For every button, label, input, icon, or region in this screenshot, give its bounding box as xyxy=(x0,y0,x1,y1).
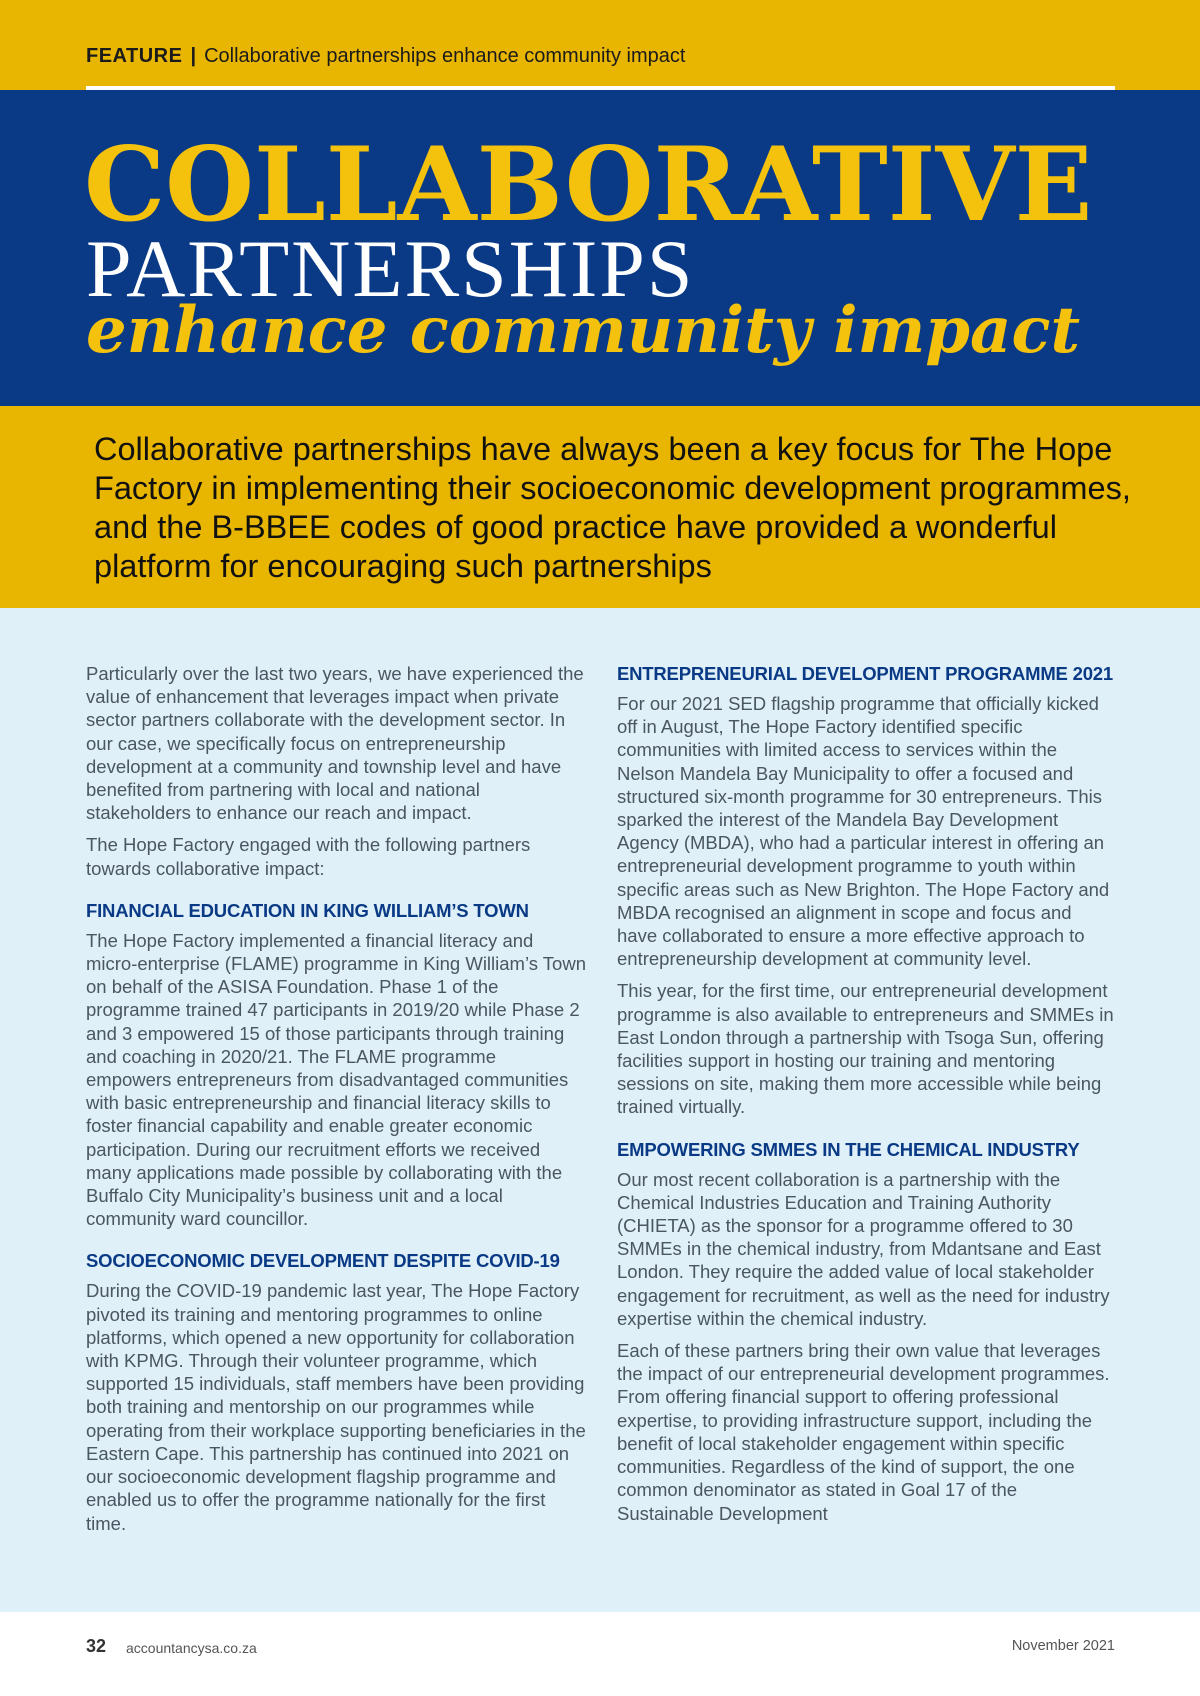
website-link[interactable]: accountancysa.co.za xyxy=(126,1640,257,1656)
section-label: FEATURE xyxy=(86,45,183,67)
header-bar xyxy=(0,0,1200,90)
page-number: 32 xyxy=(86,1636,107,1656)
standfirst-text: Collaborative partnerships have always been a key focus for The Hope Factory in implementing their socioeconomic development programmes, and the B-BBEE codes of good practice have provided a wonderful platform for encouraging such partnerships xyxy=(94,431,1131,584)
paragraph: The Hope Factory engaged with the following partners towards collaborative impact: xyxy=(86,834,531,879)
paragraph: Each of these partners bring their own value that leverages the impact of our entrepreneurial development programmes. From offering financial support to offering professional expertise, to providing infrastructure support, including the benefit of local stakeholder engagement within specific communities. Regardless of the kind of support, the one common denominator as stated in Goal 17 of the Sustainable Development xyxy=(617,1340,1110,1524)
headline-line-1: COLLABORATIVE xyxy=(84,125,1093,245)
page-footer xyxy=(0,1612,1200,1696)
running-header xyxy=(86,45,685,68)
issue-date: November 2021 xyxy=(1011,1638,1115,1654)
subheading: FINANCIAL EDUCATION IN KING WILLIAM’S TOWN xyxy=(86,899,529,921)
paragraph: The Hope Factory implemented a financial literacy and micro-enterprise (FLAME) programme in King William’s Town on behalf of the ASISA Foundation. Phase 1 of the programme trained 47 participants in 2019/20 while Phase 2 and 3 empowered 15 of those participants through training and coaching in 2020/21. The FLAME programme empowers entrepreneurs from disadvantaged communities with basic entrepreneurship and financial literacy skills to foster financial capability and enable greater economic participation. During our recruitment efforts we received many applications made possible by collaborating with the Buffalo City Municipality’s business unit and a local community ward councillor. xyxy=(86,929,586,1230)
subheading: EMPOWERING SMMES IN THE CHEMICAL INDUSTRY xyxy=(617,1138,1080,1160)
paragraph: This year, for the first time, our entrepreneurial development programme is also available to entrepreneurs and SMMEs in East London through a partnership with Tsoga Sun, offering facilities support in hosting our training and mentoring sessions on site, making them more accessible while being trained virtually. xyxy=(617,980,1114,1118)
headline-line-2: PARTNERSHIPS xyxy=(86,223,695,314)
paragraph: Particularly over the last two years, we have experienced the value of enhancement that leverages impact when private sector partners collaborate with the development sector. In our case, we specifically focus on entrepreneurship development at a community and township level and have benefited from partnering with local and national stakeholders to enhance our reach and impact. xyxy=(86,663,584,824)
subheading: ENTREPRENEURIAL DEVELOPMENT PROGRAMME 2021 xyxy=(617,663,1113,684)
right-column xyxy=(617,662,1115,1534)
left-column xyxy=(86,662,586,1544)
article-body xyxy=(0,608,1200,1612)
headline-line-3: enhance community impact xyxy=(86,293,1081,368)
paragraph: During the COVID-19 pandemic last year, The Hope Factory pivoted its training and mentoring programmes to online platforms, which opened a new opportunity for collaboration with KPMG. Through their volunteer programme, which supported 15 individuals, staff members have been providing both training and mentorship on our programmes while operating from their workplace supporting beneficiaries in the Eastern Cape. This partnership has continued into 2021 on our socioeconomic development flagship programme and enabled us to offer the programme nationally for the first time. xyxy=(86,1280,586,1534)
paragraph: For our 2021 SED flagship programme that officially kicked off in August, The Hope Factory identified specific communities with limited access to services within the Nelson Mandela Bay Municipality to offer a focused and structured six-month programme for 30 entrepreneurs. This sparked the interest of the Mandela Bay Development Agency (MBDA), who had a particular interest in offering an entrepreneurial development programme to youth within specific areas such as New Brighton. The Hope Factory and MBDA recognised an alignment in scope and focus and have collaborated to ensure a more effective approach to entrepreneurship development at community level. xyxy=(617,693,1110,970)
standfirst-band xyxy=(0,406,1200,608)
title-band xyxy=(0,90,1200,406)
running-title: Collaborative partnerships enhance community impact xyxy=(204,45,686,67)
paragraph: Our most recent collaboration is a partnership with the Chemical Industries Education and Training Authority (CHIETA) as the sponsor for a programme offered to 30 SMMEs in the chemical industry, from Mdantsane and East London. They require the added value of local stakeholder engagement for recruitment, as well as the need for industry expertise within the chemical industry. xyxy=(617,1168,1110,1329)
header-separator: | xyxy=(190,45,197,67)
subheading: SOCIOECONOMIC DEVELOPMENT DESPITE COVID-19 xyxy=(86,1250,560,1272)
